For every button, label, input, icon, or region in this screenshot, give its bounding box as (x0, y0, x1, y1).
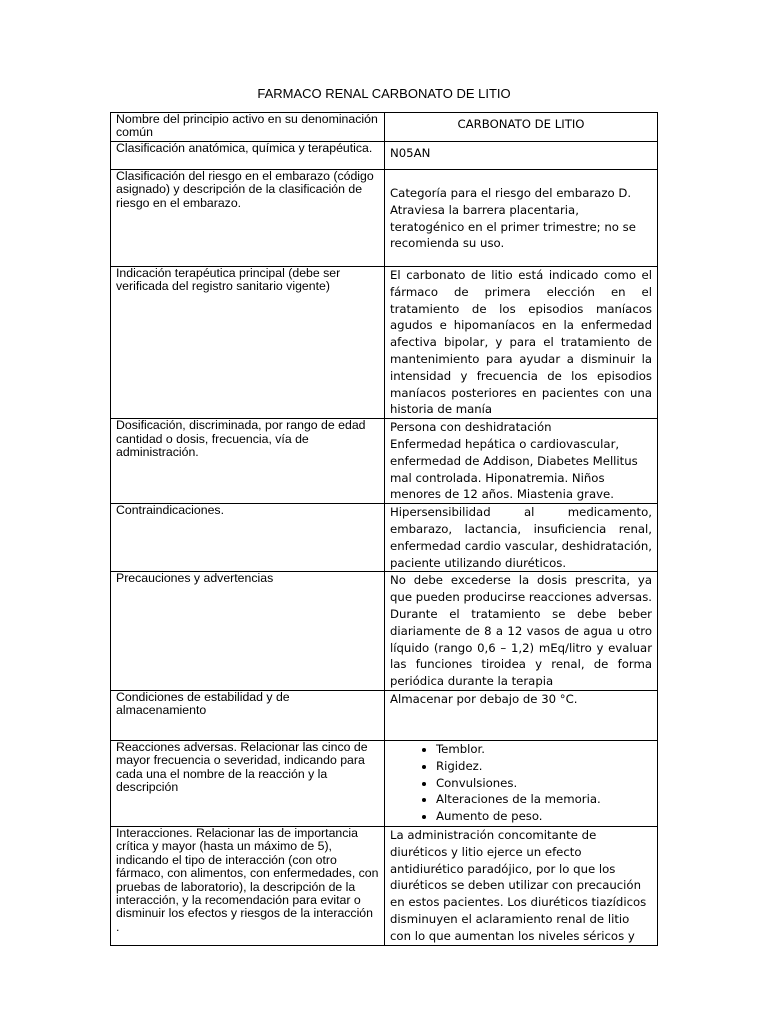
row-label: Condiciones de estabilidad y de almacenamiento (111, 690, 385, 740)
row-label: Precauciones y advertencias (111, 572, 385, 691)
table-row (111, 142, 658, 170)
table-row (111, 690, 658, 740)
row-value (385, 740, 658, 826)
drug-info-table (110, 112, 658, 946)
row-label: Interacciones. Relacionar las de importancia crítica y mayor (hasta un máximo de 5), indicando el tipo de interacción (con otro fármaco, con alimentos, con enfermedades, con pruebas de laboratorio), la descripción de la interacción, y la recomendación para evitar o disminuir los efectos y riesgos de la interacción . (111, 826, 385, 945)
list-item: • Aumento de peso. (436, 808, 652, 825)
list-item: • Rigidez. (436, 758, 652, 775)
adverse-reactions-list (390, 741, 652, 825)
list-item: • Temblor. (436, 741, 652, 758)
row-value: N05AN (385, 142, 658, 170)
list-item: • Alteraciones de la memoria. (436, 791, 652, 808)
table-row (111, 267, 658, 419)
row-label: Clasificación del riesgo en el embarazo (código asignado) y descripción de la clasificación de riesgo en el embarazo. (111, 170, 385, 267)
row-value: La administración concomitante de diuréticos y litio ejerce un efecto antidiurético paradójico, por lo que los diuréticos se deben utilizar con precaución en estos pacientes. Los diuréticos tiazídicos disminuyen el aclaramiento renal de litio con lo que aumentan los niveles séricos y (385, 826, 658, 945)
row-value: No debe excederse la dosis prescrita, ya que pueden producirse reacciones adversas. Durante el tratamiento se debe beber diariamente de 8 a 12 vasos de agua u otro líquido (rango 0,6 – 1,2) mEq/litro y evaluar las funciones tiroidea y renal, de forma periódica durante la terapia (385, 572, 658, 691)
row-value: Categoría para el riesgo del embarazo D. Atraviesa la barrera placentaria, teratogénico en el primer trimestre; no se recomienda su uso. (385, 170, 658, 267)
table-row (111, 572, 658, 691)
table-row (111, 504, 658, 572)
row-label: Reacciones adversas. Relacionar las cinco de mayor frecuencia o severidad, indicando para cada una el nombre de la reacción y la descripción (111, 740, 385, 826)
table-row (111, 740, 658, 826)
table-row (111, 113, 658, 142)
table-row (111, 170, 658, 267)
row-label: Contraindicaciones. (111, 504, 385, 572)
row-value: Almacenar por debajo de 30 °C. (385, 690, 658, 740)
document-title: FARMACO RENAL CARBONATO DE LITIO (257, 86, 511, 101)
table-row (111, 419, 658, 504)
table-row (111, 826, 658, 945)
row-label: Indicación terapéutica principal (debe ser verificada del registro sanitario vigente) (111, 267, 385, 419)
row-value: Persona con deshidratación Enfermedad hepática o cardiovascular, enfermedad de Addison, Diabetes Mellitus mal controlada. Hiponatremia. Niños menores de 12 años. Miastenia grave. (385, 419, 658, 504)
row-label: Dosificación, discriminada, por rango de edad cantidad o dosis, frecuencia, vía de administración. (111, 419, 385, 504)
row-value: El carbonato de litio está indicado como el fármaco de primera elección en el tratamiento de los episodios maníacos agudos e hipomaníacos en la enfermedad afectiva bipolar, y para el tratamiento de mantenimiento para ayudar a disminuir la intensidad y frecuencia de los episodios maníacos posteriores en pacientes con una historia de manía (385, 267, 658, 419)
list-item: • Convulsiones. (436, 775, 652, 792)
row-label: Nombre del principio activo en su denominación común (111, 113, 385, 142)
row-label: Clasificación anatómica, química y terapéutica. (111, 142, 385, 170)
row-value: Hipersensibilidad al medicamento, embarazo, lactancia, insuficiencia renal, enfermedad cardio vascular, deshidratación, paciente utilizando diuréticos. (385, 504, 658, 572)
row-value: CARBONATO DE LITIO (385, 113, 658, 142)
